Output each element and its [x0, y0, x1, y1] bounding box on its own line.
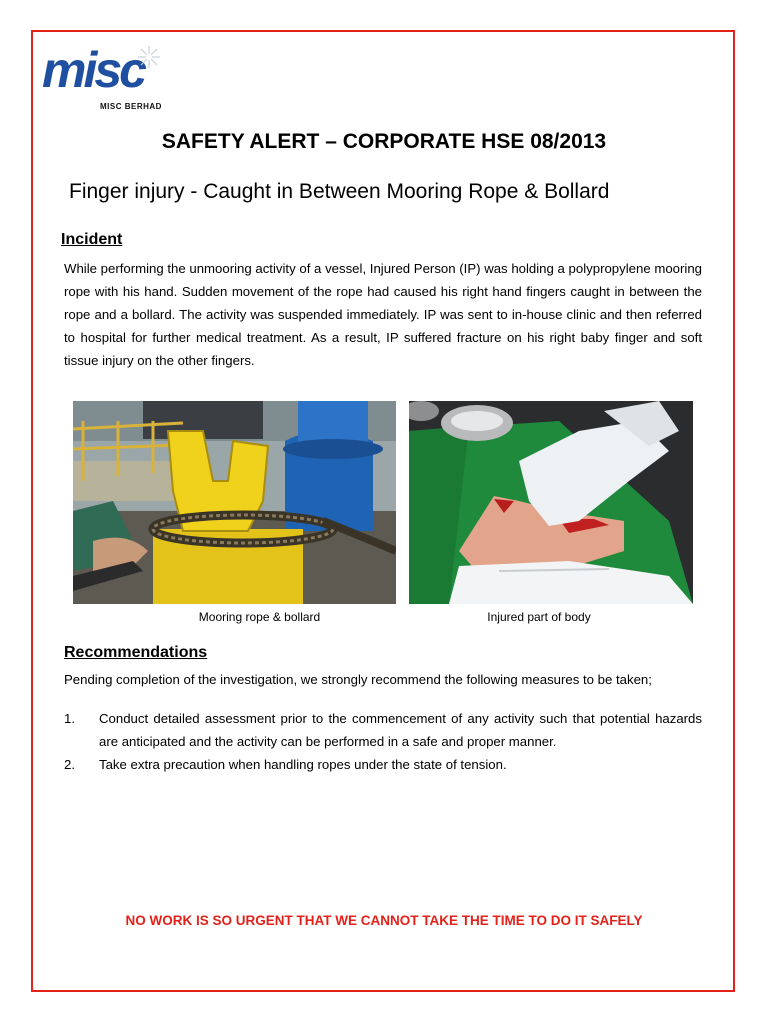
photo-injured-hand	[409, 401, 693, 604]
recommendations-heading: Recommendations	[64, 644, 208, 661]
safety-slogan: NO WORK IS SO URGENT THAT WE CANNOT TAKE THE TIME TO DO IT SAFELY	[125, 913, 643, 928]
list-text: Conduct detailed assessment prior to the commencement of any activity such that potential hazards are anticipated and the activity can be performed in a safe and proper manner.	[99, 711, 702, 749]
recommendations-intro: Pending completion of the investigation, we strongly recommend the following measures to be taken;	[64, 672, 652, 687]
caption-mooring-bollard: Mooring rope & bollard	[198, 610, 321, 624]
injury-illustration	[409, 401, 693, 604]
incident-body: While performing the unmooring activity of a vessel, Injured Person (IP) was holding a polypropylene mooring rope with his hand. Sudden movement of the rope had caused his right hand fingers caught in between the rope and a bollard. The activity was suspended immediately. IP was sent to in-house clinic and then referred to hospital for further medical treatment. As a result, IP suffered fracture on his right baby finger and soft tissue injury on the other fingers.	[64, 261, 702, 368]
logo-star-icon	[136, 44, 162, 70]
list-number: 1.	[64, 711, 75, 726]
list-text: Take extra precaution when handling ropes under the state of tension.	[99, 757, 507, 772]
caption-injured-part: Injured part of body	[487, 610, 591, 624]
photo-mooring-bollard	[73, 401, 396, 604]
logo-wordmark: misc	[42, 42, 144, 98]
list-number: 2.	[64, 757, 75, 772]
page-title: SAFETY ALERT – CORPORATE HSE 08/2013	[161, 130, 607, 153]
logo-subtitle: MISC BERHAD	[100, 102, 162, 111]
misc-logo	[42, 44, 188, 114]
page-subtitle: Finger injury - Caught in Between Mooring Rope & Bollard	[69, 180, 610, 203]
bollard-illustration	[73, 401, 396, 604]
incident-heading: Incident	[61, 231, 123, 248]
